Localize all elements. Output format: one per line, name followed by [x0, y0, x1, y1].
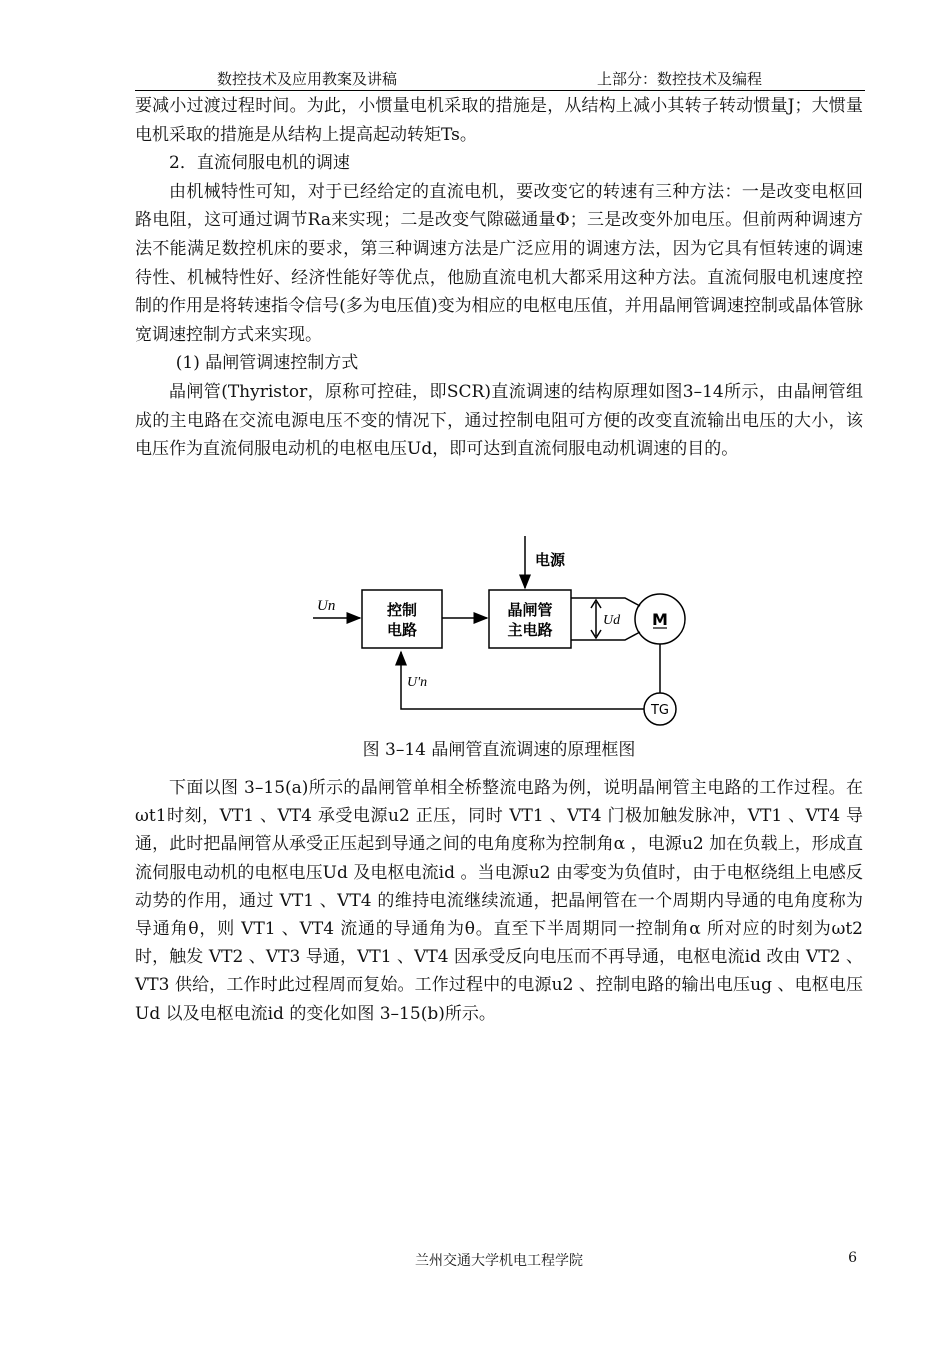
- paragraph-1: 要减小过渡过程时间。为此，小惯量电机采取的措施是，从结构上减小其转子转动惯量J；大惯量电机采取的措施是从结构上提高起动转矩Ts。: [135, 96, 863, 145]
- tg-label: TG: [650, 703, 670, 718]
- footer-institution: 兰州交通大学机电工程学院: [415, 1253, 583, 1269]
- thyristor-label-1: 晶闸管: [507, 601, 553, 619]
- control-label-2: 电路: [386, 621, 418, 639]
- paragraph-2: 由机械特性可知，对于已经给定的直流电机，要改变它的转速有三种方法：一是改变电枢回路电阻，这可通过调节Ra来实现；二是改变气隙磁通量Φ；三是改变外加电压。但前两种调速方法不能满足数控机床的要求，第三种调速方法是广泛应用的调速方法，因为它具有恒转速的调速待性、机械特性好、经济性能好等优点，他励直流电机大都采用这种方法。直流伺服电机速度控制的作用是将转速指令信号(多为电压值)变为相应的电枢电压值，并用晶闸管调速控制或晶体管脉宽调速控制方式来实现。: [135, 181, 863, 345]
- feedback-label: U'n: [407, 675, 428, 690]
- header-left: 数控技术及应用教案及讲稿: [217, 70, 398, 88]
- page-header: [135, 66, 865, 91]
- output-line-bottom: [571, 632, 640, 640]
- thyristor-block: [489, 590, 571, 648]
- control-label-1: 控制: [386, 601, 418, 619]
- ud-label: Ud: [603, 613, 621, 628]
- block-diagram: [135, 528, 863, 738]
- figure-caption: 图 3–14 晶闸管直流调速的原理框图: [362, 740, 636, 760]
- body-text-bottom: [135, 774, 863, 1028]
- page-number: 6: [848, 1250, 857, 1266]
- motor-label: M: [652, 610, 668, 629]
- body-text-top: [135, 92, 863, 464]
- control-block: [362, 590, 442, 648]
- paragraph-3: 晶闸管(Thyristor，原称可控硅，即SCR)直流调速的结构原理如图3–14所示，由晶闸管组成的主电路在交流电源电压不变的情况下，通过控制电阻可方便的改变直流输出电压的大小，该电压作为直流伺服电动机的电枢电压Ud，即可达到直流伺服电动机调速的目的。: [135, 381, 863, 460]
- section-heading: 2．直流伺服电机的调速: [169, 153, 350, 174]
- paragraph-4: 下面以图 3–15(a)所示的晶闸管单相全桥整流电路为例，说明晶闸管主电路的工作过程。在ωt1时刻，VT1 、VT4 承受电源u2 正压，同时 VT1 、VT4 门极加触发脉冲，VT1 、VT4 导通，此时把晶闸管从承受正压起到导通之间的电角度称为控制角α ，电源u2 加在负载上，形成直流伺服电动机的电枢电压Ud 及电枢电流id 。当电源u2 由零变为负值时，由于电枢绕组上电感反动势的作用，通过 VT1 、VT4 的维持电流继续流通，把晶闸管在一个周期内导通的电角度称为导通角θ，则 VT1 、VT4 流通的导通角为θ。直至下半周期同一控制角α 所对应的时刻为ωt2 时，触发 VT2 、VT3 导通，VT1 、VT4 因承受反向电压而不再导通，电枢电流id 改由 VT2 、VT3 供给，工作时此过程周而复始。工作过程中的电源u2 、控制电路的输出电压ug 、电枢电压Ud 以及电枢电流id 的变化如图 3–15(b)所示。: [135, 778, 863, 1024]
- header-right: 上部分：数控技术及编程: [597, 70, 763, 88]
- feedback-line: [401, 652, 644, 709]
- power-label: 电源: [535, 551, 566, 569]
- thyristor-label-2: 主电路: [507, 621, 553, 639]
- subsection-heading: (1) 晶闸管调速控制方式: [175, 353, 359, 374]
- input-label: Un: [317, 598, 336, 614]
- output-line-top: [571, 598, 640, 606]
